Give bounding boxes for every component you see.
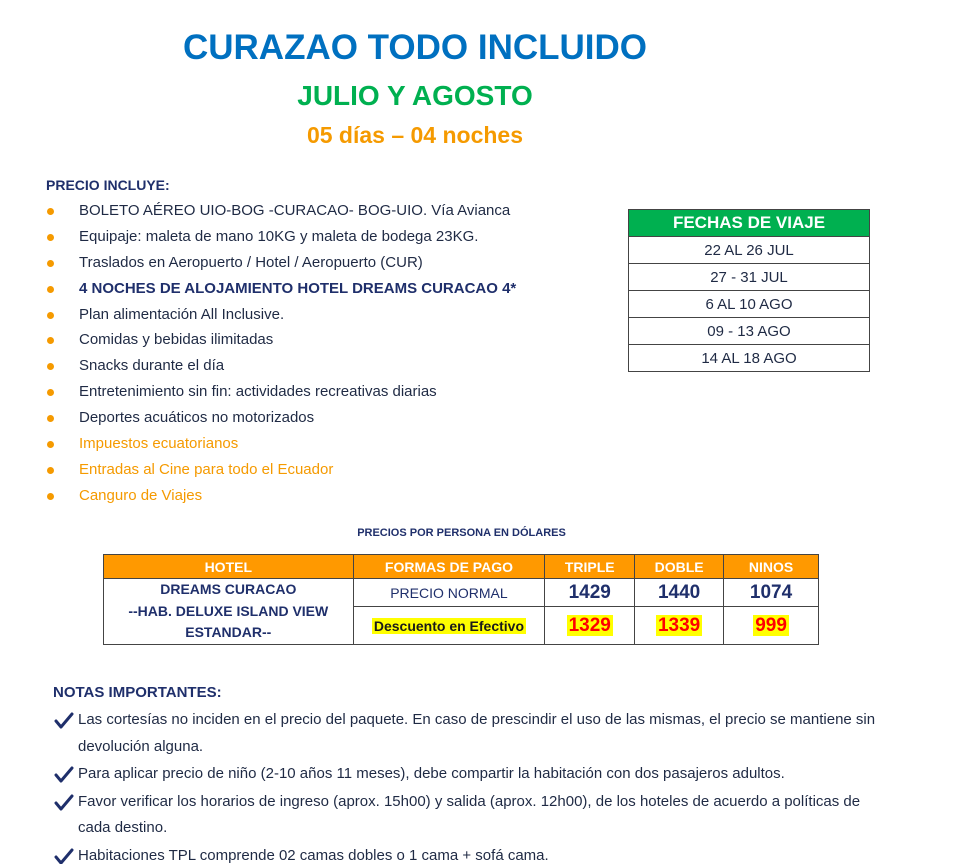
include-item [46,250,516,276]
price-triple: 1429 [545,579,635,607]
discount-price-doble-cell [635,607,724,645]
bullet-icon [47,208,54,215]
include-item [46,483,516,509]
include-item [46,302,516,328]
include-item [46,198,516,224]
travel-date-cell: 27 - 31 JUL [629,264,870,291]
price-ninos: 999 [755,614,787,636]
hotel-name-line: DREAMS CURACAO [160,581,297,598]
travel-date-cell: 09 - 13 AGO [629,318,870,345]
bullet-icon [47,286,54,293]
checkmark-icon [54,794,74,812]
travel-date-cell: 22 AL 26 JUL [629,237,870,264]
checkmark-icon [54,848,74,864]
bullet-icon [47,234,54,241]
note-text: Habitaciones TPL comprende 02 camas dobles o 1 cama + sofá cama. [78,846,549,864]
price-doble: 1440 [635,579,724,607]
prices-heading: PRECIOS POR PERSONA EN DÓLARES [357,527,566,539]
include-item-text: Deportes acuáticos no motorizados [79,409,315,427]
payment-method-cell: PRECIO NORMAL [353,579,545,607]
bullet-icon [47,415,54,422]
bullet-icon [47,441,54,448]
bullet-icon [47,260,54,267]
price-ninos: 1074 [724,579,819,607]
note-text: Favor verificar los horarios de ingreso (aprox. 15h00) y salida (aprox. 12h00), de los hoteles de acuerdo a políticas de cada destino. [78,792,861,836]
include-item [46,224,516,250]
page-subtitle: JULIO Y AGOSTO [297,80,533,111]
bullet-icon [47,493,54,500]
prices-header-row [104,555,819,579]
hotel-name-line: ESTANDAR-- [185,624,272,641]
column-header-pago: FORMAS DE PAGO [353,555,545,579]
bullet-icon [47,467,54,474]
include-item-text: Impuestos ecuatorianos [79,435,239,453]
include-item-text: Equipaje: maleta de mano 10KG y maleta de bodega 23KG. [79,227,479,245]
bullet-icon [47,312,54,319]
discount-price-triple-cell [545,607,635,645]
checkmark-icon [54,766,74,784]
include-item [46,327,516,353]
travel-date-cell: 14 AL 18 AGO [629,345,870,372]
include-item-text: Plan alimentación All Inclusive. [79,305,285,323]
price-triple: 1329 [568,614,611,636]
price-doble: 1339 [657,614,701,636]
trip-duration: 05 días – 04 noches [306,122,524,148]
column-header-ninos: NINOS [724,555,819,579]
notes-list [52,707,882,864]
travel-date-cell: 6 AL 10 AGO [629,291,870,318]
column-header-doble: DOBLE [635,555,724,579]
include-item [46,276,516,302]
include-item-text: Entradas al Cine para todo el Ecuador [79,460,334,478]
bullet-icon [47,389,54,396]
includes-heading: PRECIO INCLUYE: [46,177,170,193]
column-header-hotel: HOTEL [104,555,354,579]
column-header-triple: TRIPLE [545,555,635,579]
includes-list [46,198,516,509]
note-item [52,707,882,760]
travel-dates-header: FECHAS DE VIAJE [629,210,870,237]
checkmark-icon [54,712,74,730]
table-row [104,579,819,607]
hotel-name-line: --HAB. DELUXE ISLAND VIEW [128,602,329,619]
payment-method-cell [353,607,545,645]
include-item [46,353,516,379]
notes-heading: NOTAS IMPORTANTES: [53,684,222,701]
include-item-text: Snacks durante el día [79,357,225,375]
travel-dates-table [628,209,870,372]
page-title: CURAZAO TODO INCLUIDO [182,28,648,67]
include-item-text: Traslados en Aeropuerto / Hotel / Aeropuerto (CUR) [79,253,423,271]
include-item-text: BOLETO AÉREO UIO-BOG -CURACAO- BOG-UIO. Vía Avianca [79,202,511,219]
bullet-icon [47,337,54,344]
note-item [52,761,882,788]
hotel-name-cell [104,579,354,645]
note-item [52,843,882,864]
discount-label: Descuento en Efectivo [373,617,525,634]
include-item [46,431,516,457]
include-item-text: Entretenimiento sin fin: actividades recreativas diarias [79,383,437,401]
note-text: Para aplicar precio de niño (2-10 años 11 meses), debe compartir la habitación con dos pasajeros adultos. [78,765,785,782]
include-item-text: Comidas y bebidas ilimitadas [79,331,274,349]
include-item [46,405,516,431]
include-item-text: 4 NOCHES DE ALOJAMIENTO HOTEL DREAMS CURACAO 4* [79,279,517,297]
include-item-text: Canguro de Viajes [79,486,203,504]
include-item [46,379,516,405]
note-item [52,789,882,842]
prices-table [103,554,819,645]
include-item [46,457,516,483]
discount-price-ninos-cell [724,607,819,645]
note-text: Las cortesías no inciden en el precio del paquete. En caso de prescindir el uso de las mismas, el precio se mantiene sin devolución alguna. [78,711,876,755]
bullet-icon [47,363,54,370]
